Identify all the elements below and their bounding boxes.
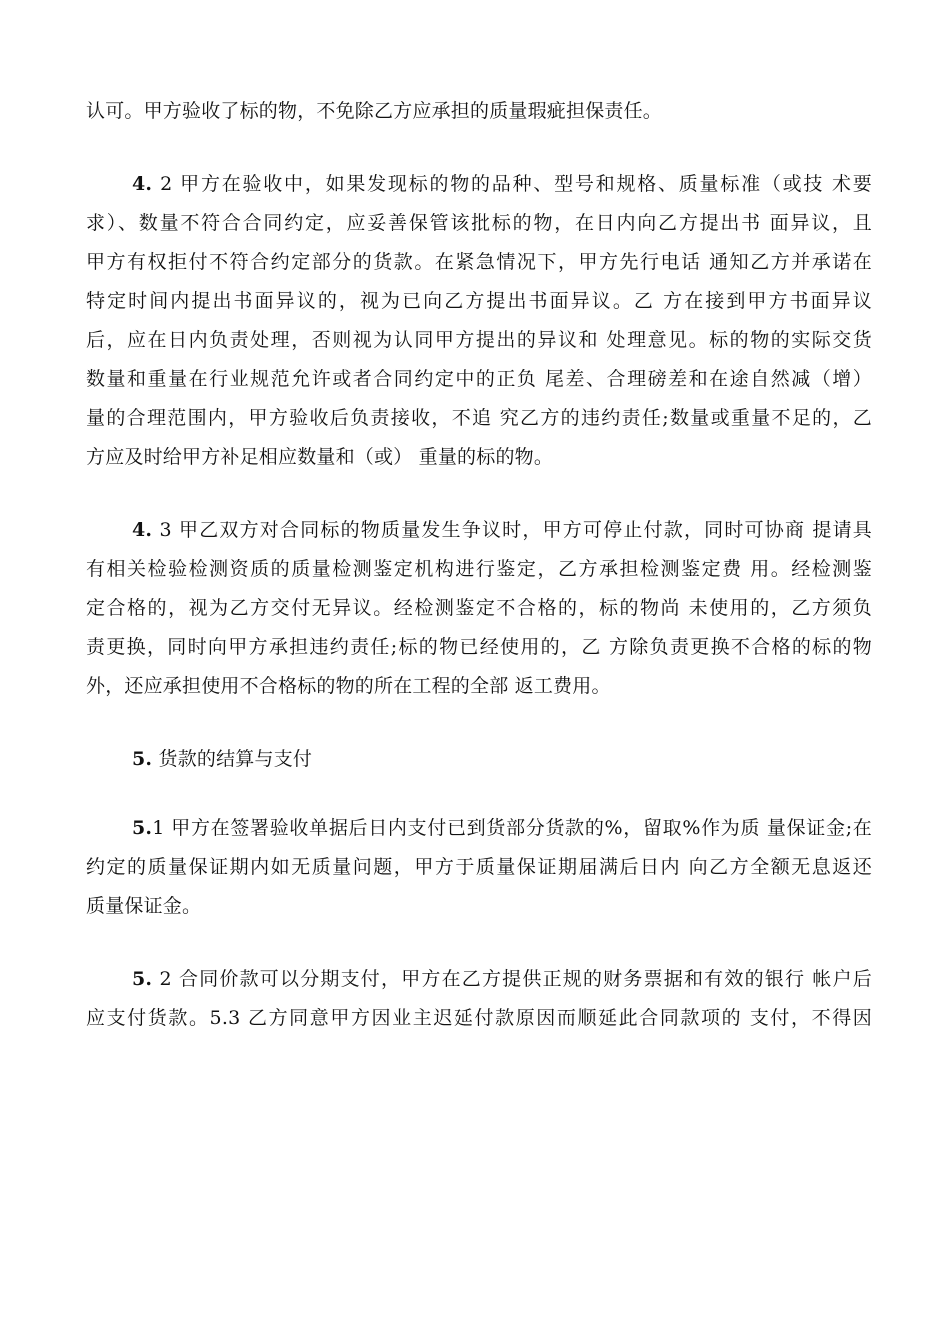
- clause-number: 5.: [132, 968, 153, 990]
- clause-number: 4.: [132, 519, 153, 541]
- clause-5-2: [86, 960, 872, 1038]
- text-line: 约定的质量保证期内如无质量问题，甲方于质量保证期届满后日内 向乙方全额无息返还: [86, 856, 872, 878]
- text-line: 外，还应承担使用不合格标的物的所在工程的全部 返工费用。: [86, 675, 611, 697]
- text-line: 定合格的，视为乙方交付无异议。经检测鉴定不合格的，标的物尚 未使用的，乙方须负: [86, 597, 872, 619]
- text-line: [86, 511, 872, 550]
- text-line: 后，应在日内负责处理，否则视为认同甲方提出的异议和 处理意见。标的物的实际交货: [86, 329, 872, 351]
- paragraph-gap: [86, 926, 872, 960]
- text-line: 有相关检验检测资质的质量检测鉴定机构进行鉴定，乙方承担检测鉴定费 用。经检测鉴: [86, 558, 872, 580]
- clause-number: 5.: [132, 817, 153, 839]
- text-line: [86, 809, 872, 848]
- text-line: 方应及时给甲方补足相应数量和（或） 重量的标的物。: [86, 446, 554, 468]
- text-line: [86, 960, 872, 999]
- clause-5-1: [86, 809, 872, 926]
- paragraph-continuation: [86, 92, 872, 131]
- text-line: 数量和重量在行业规范允许或者合同约定中的正负 尾差、合理磅差和在途自然减（增）: [86, 368, 872, 390]
- text-line: 认可。甲方验收了标的物，不免除乙方应承担的质量瑕疵担保责任。: [86, 100, 663, 122]
- text-line: 责更换，同时向甲方承担违约责任;标的物已经使用的，乙 方除负责更换不合格的标的物: [86, 636, 872, 658]
- text-line: 求）、数量不符合合同约定，应妥善保管该批标的物，在日内向乙方提出书 面异议，且: [86, 212, 872, 234]
- paragraph-gap: [86, 779, 872, 809]
- clause-4-2: [86, 165, 872, 477]
- clause-4-3: [86, 511, 872, 706]
- section-number: 5.: [132, 748, 153, 770]
- text-line: 量的合理范围内，甲方验收后负责接收，不追 究乙方的违约责任;数量或重量不足的，乙: [86, 407, 872, 429]
- section-title: [86, 740, 872, 779]
- clause-number: 4.: [132, 173, 153, 195]
- clause-text: 2 合同价款可以分期支付，甲方在乙方提供正规的财务票据和有效的银行 帐户后: [152, 968, 872, 990]
- paragraph-gap: [86, 131, 872, 165]
- paragraph-gap: [86, 477, 872, 511]
- section-heading-5: [86, 740, 872, 779]
- paragraph-gap: [86, 706, 872, 740]
- text-line: 特定时间内提出书面异议的，视为已向乙方提出书面异议。乙 方在接到甲方书面异议: [86, 290, 872, 312]
- text-line: 质量保证金。: [86, 895, 202, 917]
- clause-text: 3 甲乙双方对合同标的物质量发生争议时，甲方可停止付款，同时可协商 提请具: [152, 519, 872, 541]
- clause-text: 1 甲方在签署验收单据后日内支付已到货部分货款的%，留取%作为质 量保证金;在: [152, 817, 872, 839]
- text-line: 甲方有权拒付不符合约定部分的货款。在紧急情况下，甲方先行电话 通知乙方并承诺在: [86, 251, 872, 273]
- document-page: [86, 92, 872, 1038]
- text-line: 应支付货款。5.3 乙方同意甲方因业主迟延付款原因而顺延此合同款项的 支付，不得因: [86, 1007, 872, 1029]
- clause-text: 2 甲方在验收中，如果发现标的物的品种、型号和规格、质量标准（或技 术要: [152, 173, 872, 195]
- section-text: 货款的结算与支付: [152, 748, 313, 770]
- text-line: [86, 165, 872, 204]
